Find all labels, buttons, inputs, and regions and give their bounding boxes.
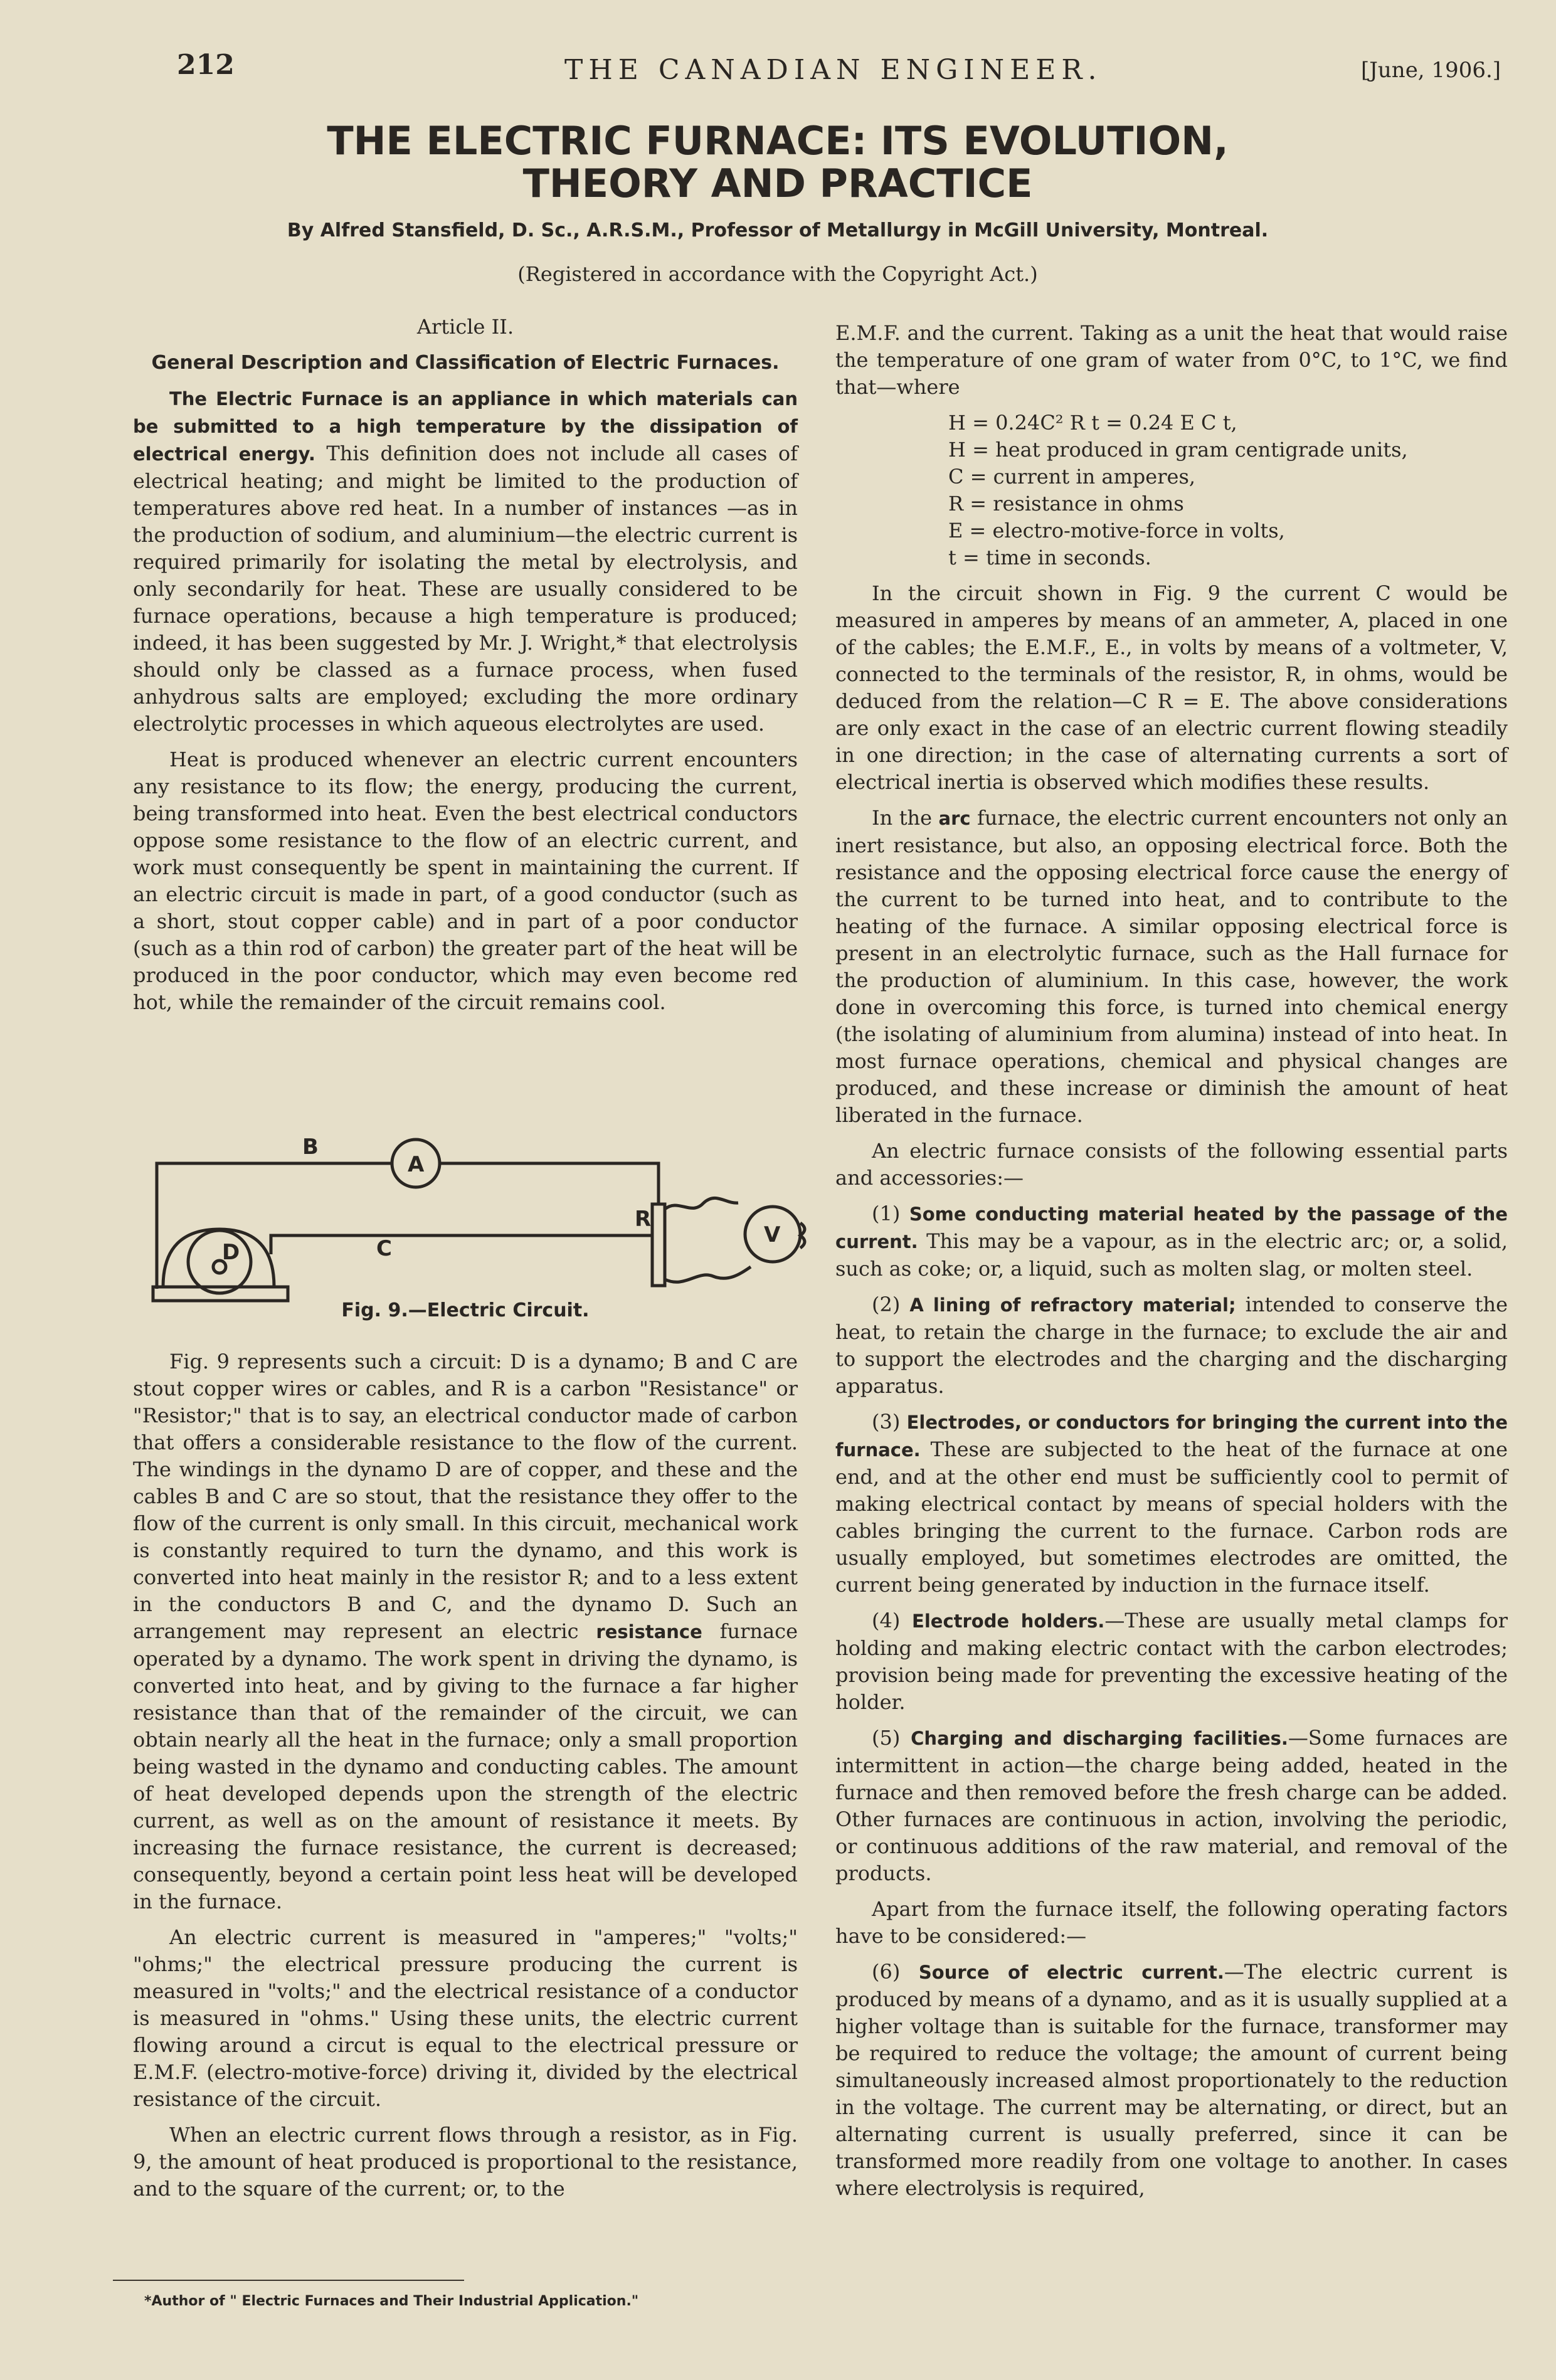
list-item-2: (2) A lining of refractory material; intended to conserve the heat, to retain the charge in the furnace; to exclude the air and to support the electrodes and the charging and the discharging apparatus. xyxy=(835,1293,1508,1398)
dynamo-housing xyxy=(163,1229,274,1287)
label-d: D xyxy=(222,1240,240,1265)
paragraph-heat-resistance: Heat is produced whenever an electric current encounters any resistance to its flow; the energy, producing the current, being transformed into heat. Even the best electrical conductors oppose some resistance to the flow of an electric current, and work must consequently be spent in maintaining the current. If an electric circuit is made in part, of a good conductor (such as a short, stout copper cable) and in part of a poor conductor (such as a thin rod of carbon) the greater part of the heat will be produced in the poor conductor, which may even become red hot, while the remainder of the circuit remains cool. xyxy=(133,748,798,1014)
paragraph-circuit: In the circuit shown in Fig. 9 the current C would be measured in amperes by means of an ammeter, A, placed in one of the cables; the E.M.F., E., in volts by means of a voltmeter, V, connected to the terminals of the resistor, R, in ohms, would be deduced from the relation—C R = E. The above considerations are only exact in the case of an electric current flowing steadily in one direction; in the case of alternating currents a sort of electrical inertia is observed which modifies these results. xyxy=(835,581,1508,794)
article-number: Article II. xyxy=(416,315,514,339)
left-column-upper xyxy=(133,314,798,1016)
voltmeter-lead-top xyxy=(665,1198,738,1209)
wire-b-right xyxy=(440,1163,659,1204)
label-b: B xyxy=(302,1134,319,1160)
paragraph-emf: E.M.F. and the current. Taking as a unit the heat that would raise the temperature of one gram of water from 0°C, to 1°C, we find that—where xyxy=(835,321,1508,399)
footnote: *Author of " Electric Furnaces and Their Industrial Application." xyxy=(144,2293,639,2309)
paragraph-definition xyxy=(133,385,798,738)
label-r: R xyxy=(635,1207,652,1232)
voltmeter-coil xyxy=(800,1223,805,1248)
journal-title: THE CANADIAN ENGINEER. xyxy=(564,54,1103,86)
paragraph-units: An electric current is measured in "amperes;" "volts;" "ohms;" the electrical pressure producing the current is measured in "volts;" and the electrical resistance of a conductor is measured in "ohms." Using these units, the electric current flowing around a circut is equal to the electrical pressure or E.M.F. (electro-motive-force) driving it, divided by the electrical resistance of the circuit. xyxy=(133,1925,798,2111)
formula-line-6: t = time in seconds. xyxy=(948,546,1151,569)
electric-circuit-diagram xyxy=(146,1129,810,1317)
list-item-6: (6) Source of electric current.—The electric current is produced by means of a dynamo, and as it is usually supplied at a higher voltage than is suitable for the furnace, transformer may be required to reduce the voltage; the amount of current being simultaneously increased almost proportionately to the reduction in the voltage. The current may be alternating, or direct, but an alternating current is usually preferred, since it can be transformed more readily from one voltage to another. In cases where electrolysis is required, xyxy=(835,1960,1508,2200)
label-a: A xyxy=(408,1152,425,1177)
paragraph-fig9: Fig. 9 represents such a circuit: D is a dynamo; B and C are stout copper wires or cables, and R is a carbon "Resistance" or "Resistor;" that is to say, an electrical conductor made of carbon that offers a considerable resistance to the flow of the current. The windings in the dynamo D are of copper, and these and the cables B and C are so stout, that the resistance they offer to the flow of the current is only small. In this circuit, mechanical work is constantly required to turn the dynamo, and this work is converted into heat mainly in the resistor R; and to a less extent in the conductors B and C, and the dynamo D. Such an arrangement may represent an electric resistance furnace operated by a dynamo. The work spent in driving the dynamo, is converted into heat, and by giving to the furnace a far higher resistance than that of the remainder of the circuit, we can obtain nearly all the heat in the furnace; only a small proportion being wasted in the dynamo and conducting cables. The amount of heat developed depends upon the strength of the electric current, as well as on the amount of resistance it meets. By increasing the furnace resistance, the current is decreased; consequently, beyond a certain point less heat will be developed in the furnace. xyxy=(133,1350,798,1913)
paragraph-parts: An electric furnace consists of the following essential parts and accessories:— xyxy=(835,1139,1508,1190)
formula-line-3: C = current in amperes, xyxy=(948,465,1196,489)
resistor-symbol xyxy=(652,1204,665,1286)
arc-bold: arc xyxy=(938,808,971,829)
right-column xyxy=(835,320,1508,2202)
figure-caption: Fig. 9.—Electric Circuit. xyxy=(341,1299,590,1321)
article-title-line2: THEORY AND PRACTICE xyxy=(522,161,1033,206)
definition-text: This definition does not include all cases of electrical heating; and might be limited to the production of temperatures above red heat. In a number of instances —as in the production of sodium, and aluminium—the electric current is required primarily for isolating the metal by electrolysis, and only secondarily for heat. These are usually considered to be furnace operations, because a high temperature is produced; indeed, it has been suggested by Mr. J. Wright,* that electrolysis should only be classed as a furnace process, when fused anhydrous salts are employed; excluding the more ordinary electrolytic processes in which aqueous electrolytes are used. xyxy=(133,442,798,736)
formula-line-2: H = heat produced in gram centigrade units, xyxy=(948,438,1408,462)
paragraph-arc-furnace: In the arc furnace, the electric current encounters not only an inert resistance, but also, an opposing electrical force. Both the resistance and the opposing electrical force cause the energy of the current to be turned into heat, and to contribute to the heating of the furnace. A similar opposing electrical force is present in an electrolytic furnace, such as the Hall furnace for the production of aluminium. In this case, however, the work done in overcoming this force, is turned into chemical energy (the isolating of aluminium from alumina) instead of into heat. In most furnace operations, chemical and physical changes are produced, and these increase or diminish the amount of heat liberated in the furnace. xyxy=(835,806,1508,1127)
page-number: 212 xyxy=(177,49,235,81)
label-c: C xyxy=(376,1236,392,1261)
paragraph-operating-factors: Apart from the furnace itself, the following operating factors have to be considered:— xyxy=(835,1897,1508,1948)
resistance-bold: resistance xyxy=(596,1621,702,1642)
copyright-note: (Registered in accordance with the Copyright Act.) xyxy=(517,262,1038,286)
footnote-rule xyxy=(113,2280,464,2281)
byline: By Alfred Stansfield, D. Sc., A.R.S.M., Professor of Metallurgy in McGill University, Montreal. xyxy=(287,219,1269,241)
formula-line-5: E = electro-motive-force in volts, xyxy=(948,519,1285,542)
voltmeter-lead-bottom xyxy=(665,1267,751,1282)
paragraph-heat-produced: When an electric current flows through a resistor, as in Fig. 9, the amount of heat produced is proportional to the resistance, and to the square of the current; or, to the xyxy=(133,2123,798,2201)
wire-c xyxy=(271,1235,652,1254)
formula-line-1: H = 0.24C² R t = 0.24 E C t, xyxy=(948,411,1237,435)
section-heading: General Description and Classification of Electric Furnaces. xyxy=(151,352,780,374)
list-item-1: (1) Some conducting material heated by the passage of the current. This may be a vapour, as in the electric arc; or, a solid, such as coke; or, a liquid, such as molten slag, or molten steel. xyxy=(835,1202,1508,1281)
issue-date: [June, 1906.] xyxy=(1361,58,1501,83)
list-item-5: (5) Charging and discharging facilities.—Some furnaces are intermittent in action—the charge being added, heated in the furnace and then removed before the fresh charge can be added. Other furnaces are continuous in action, involving the periodic, or continuous additions of the raw material, and removal of the products. xyxy=(835,1726,1508,1885)
article-title-line1: THE ELECTRIC FURNACE: ITS EVOLUTION, xyxy=(327,118,1229,164)
label-v: V xyxy=(764,1222,781,1247)
list-item-3: (3) Electrodes, or conductors for bringing the current into the furnace. These are subjected to the heat of the furnace at one end, and at the other end must be sufficiently cool to permit of making electrical contact by means of special holders with the cables bringing the current to the furnace. Carbon rods are usually employed, but sometimes electrodes are omitted, the current being generated by induction in the furnace itself. xyxy=(835,1410,1508,1597)
formula-line-4: R = resistance in ohms xyxy=(948,492,1184,516)
list-item-4: (4) Electrode holders.—These are usually metal clamps for holding and making electric contact with the carbon electrodes; provision being made for preventing the excessive heating of the holder. xyxy=(835,1609,1508,1714)
definition-bold: The Electric Furnace is an appliance in which materials can be submitted to a high temperature by the dissipation of electrical energy. xyxy=(133,388,798,465)
left-column-lower xyxy=(133,1348,798,2203)
